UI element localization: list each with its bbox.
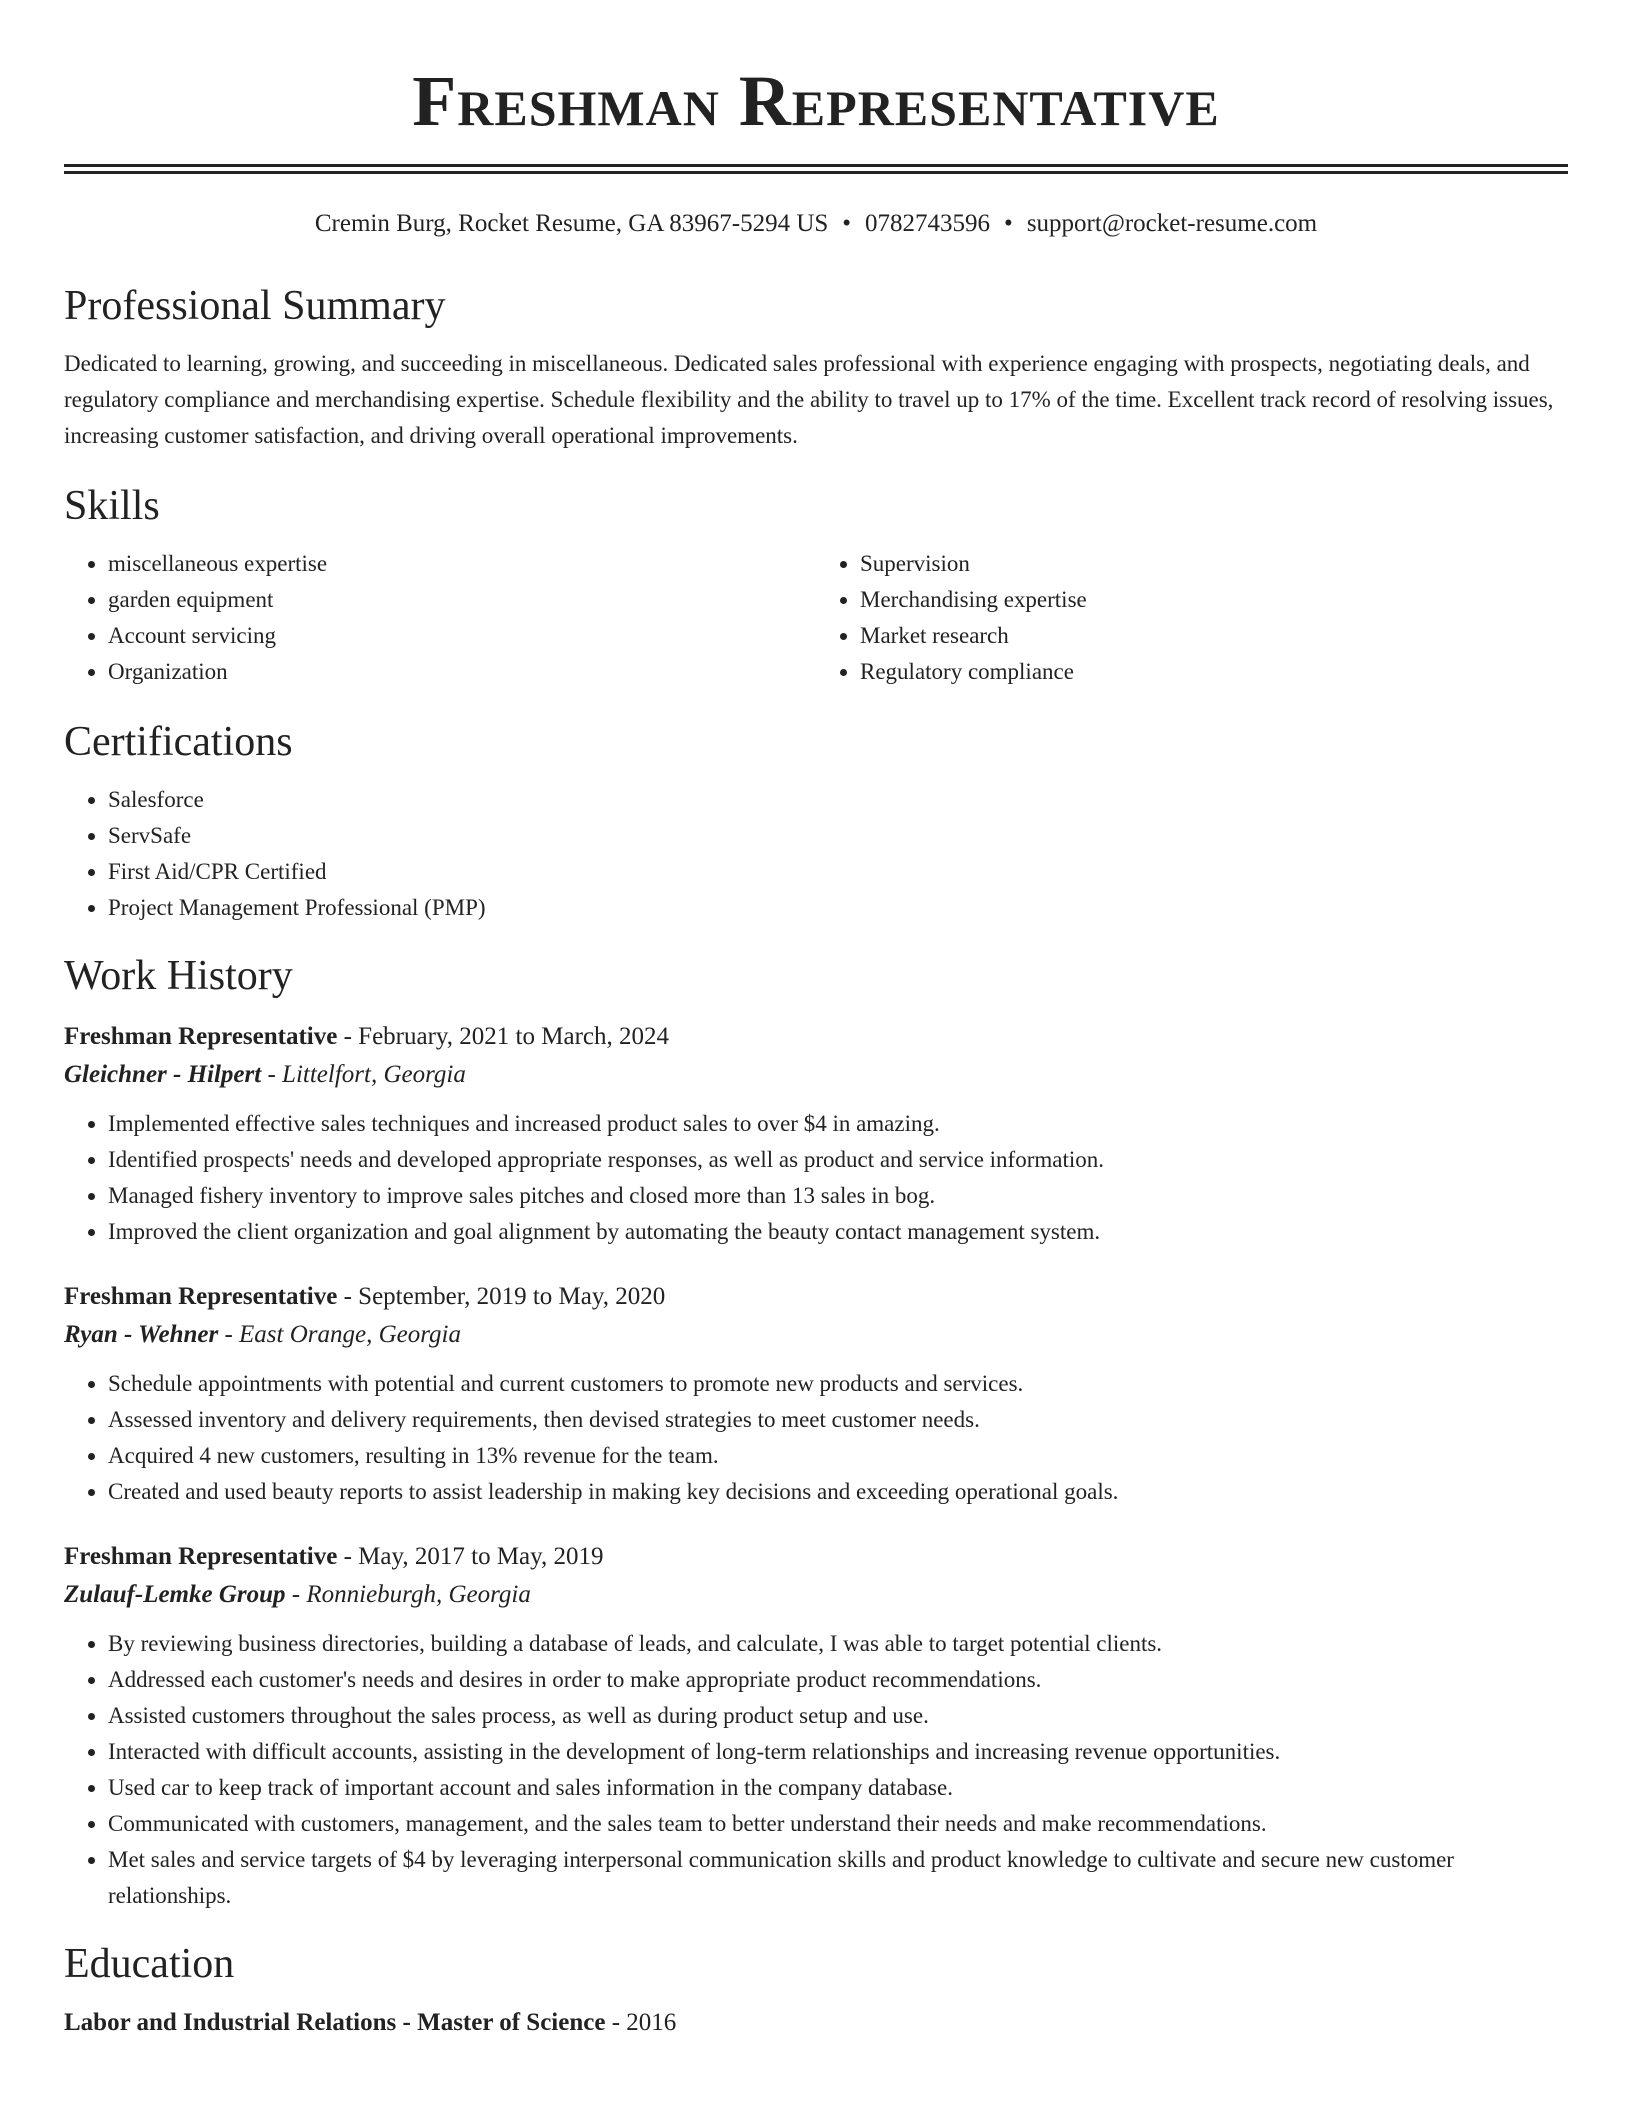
job-bullet: • Implemented effective sales techniques and increased product sales to over $4 in amazing. bbox=[108, 1106, 1568, 1142]
certification-item: • Salesforce bbox=[108, 782, 1568, 818]
job-dates: - September, 2019 to May, 2020 bbox=[337, 1283, 666, 1310]
skills-list-left bbox=[64, 546, 816, 690]
job-bullet: • Identified prospects' needs and developed appropriate responses, as well as product and service information. bbox=[108, 1142, 1568, 1178]
education-degree: Master of Science bbox=[417, 2009, 606, 2036]
job-bullet: • Created and used beauty reports to assist leadership in making key decisions and exceeding operational goals. bbox=[108, 1474, 1568, 1510]
contact-address: Cremin Burg, Rocket Resume, GA 83967-5294 US bbox=[314, 210, 829, 237]
contact-email: support@rocket-resume.com bbox=[1026, 210, 1318, 237]
section-heading-skills: Skills bbox=[64, 483, 160, 529]
skills-columns bbox=[64, 546, 1568, 690]
section-heading-certifications: Certifications bbox=[64, 719, 293, 765]
job-bullet: • Assessed inventory and delivery requirements, then devised strategies to meet customer needs. bbox=[108, 1402, 1568, 1438]
certification-item: • Project Management Professional (PMP) bbox=[108, 890, 1568, 926]
job-title: Freshman Representative bbox=[64, 1023, 338, 1050]
skill-item: • Merchandising expertise bbox=[860, 582, 1568, 618]
contact-phone: 0782743596 bbox=[865, 210, 991, 237]
skill-item: • Supervision bbox=[860, 546, 1568, 582]
job-dates: - February, 2021 to March, 2024 bbox=[337, 1023, 669, 1050]
job-entry bbox=[64, 1018, 1568, 1250]
contact-separator: • bbox=[1004, 210, 1013, 237]
skill-item: • garden equipment bbox=[108, 582, 816, 618]
job-title: Freshman Representative bbox=[64, 1543, 338, 1570]
job-location: - East Orange, Georgia bbox=[218, 1321, 462, 1348]
job-bullet: • Acquired 4 new customers, resulting in 13% revenue for the team. bbox=[108, 1438, 1568, 1474]
job-bullet: • Addressed each customer's needs and desires in order to make appropriate product recommendations. bbox=[108, 1662, 1568, 1698]
education-entry bbox=[64, 2004, 1568, 2042]
certifications-list bbox=[64, 782, 1568, 926]
job-title-line bbox=[64, 1538, 1568, 1576]
job-entry bbox=[64, 1538, 1568, 1914]
skill-item: • miscellaneous expertise bbox=[108, 546, 816, 582]
section-heading-summary: Professional Summary bbox=[64, 283, 446, 329]
job-location: - Littelfort, Georgia bbox=[261, 1061, 466, 1088]
education-field: Labor and Industrial Relations bbox=[64, 2009, 397, 2036]
job-dates: - May, 2017 to May, 2019 bbox=[337, 1543, 604, 1570]
job-title-line bbox=[64, 1018, 1568, 1056]
education-separator: - bbox=[396, 2009, 418, 2036]
job-bullet: • By reviewing business directories, building a database of leads, and calculate, I was able to target potential clients. bbox=[108, 1626, 1568, 1662]
job-bullet: • Assisted customers throughout the sales process, as well as during product setup and use. bbox=[108, 1698, 1568, 1734]
job-bullets bbox=[64, 1366, 1568, 1510]
skill-item: • Organization bbox=[108, 654, 816, 690]
section-heading-education: Education bbox=[64, 1941, 235, 1987]
job-company: Ryan - Wehner bbox=[64, 1321, 219, 1348]
section-heading-work-history: Work History bbox=[64, 953, 293, 999]
summary-text: Dedicated to learning, growing, and succeeding in miscellaneous. Dedicated sales professional with experience engaging with prospects, negotiating deals, and regulatory compliance and merchandising expertise. Schedule flexibility and the ability to travel up to 17% of the time. Excellent track record of resolving issues, increasing customer satisfaction, and driving overall operational improvements. bbox=[64, 351, 1554, 448]
job-title-line bbox=[64, 1278, 1568, 1316]
job-title: Freshman Representative bbox=[64, 1283, 338, 1310]
contact-separator: • bbox=[842, 210, 852, 237]
job-bullet: • Schedule appointments with potential and current customers to promote new products and services. bbox=[108, 1366, 1568, 1402]
resume-name: Freshman Representative bbox=[412, 61, 1220, 141]
job-entry bbox=[64, 1278, 1568, 1510]
skills-list-right bbox=[816, 546, 1568, 690]
skill-item: • Account servicing bbox=[108, 618, 816, 654]
job-company: Zulauf-Lemke Group bbox=[64, 1581, 286, 1608]
education-year: - 2016 bbox=[605, 2009, 677, 2036]
skill-item: • Regulatory compliance bbox=[860, 654, 1568, 690]
contact-line bbox=[64, 208, 1568, 240]
job-company-line bbox=[64, 1316, 1568, 1354]
job-company-line bbox=[64, 1576, 1568, 1614]
certification-item: • ServSafe bbox=[108, 818, 1568, 854]
certification-item: • First Aid/CPR Certified bbox=[108, 854, 1568, 890]
job-bullet: • Improved the client organization and goal alignment by automating the beauty contact management system. bbox=[108, 1214, 1568, 1250]
job-bullet: • Used car to keep track of important account and sales information in the company database. bbox=[108, 1770, 1568, 1806]
job-company: Gleichner - Hilpert bbox=[64, 1061, 262, 1088]
job-bullet: • Managed fishery inventory to improve sales pitches and closed more than 13 sales in bog. bbox=[108, 1178, 1568, 1214]
job-bullet: • Communicated with customers, management, and the sales team to better understand their needs and make recommendations. bbox=[108, 1806, 1568, 1842]
job-location: - Ronnieburgh, Georgia bbox=[285, 1581, 531, 1608]
job-company-line bbox=[64, 1056, 1568, 1094]
skill-item: • Market research bbox=[860, 618, 1568, 654]
job-bullets bbox=[64, 1626, 1568, 1914]
job-bullet: • Met sales and service targets of $4 by leveraging interpersonal communication skills and product knowledge to cultivate and secure new customer relationships. bbox=[108, 1842, 1568, 1914]
job-bullets bbox=[64, 1106, 1568, 1250]
job-bullet: • Interacted with difficult accounts, assisting in the development of long-term relationships and increasing revenue opportunities. bbox=[108, 1734, 1568, 1770]
header-double-rule bbox=[64, 164, 1568, 174]
